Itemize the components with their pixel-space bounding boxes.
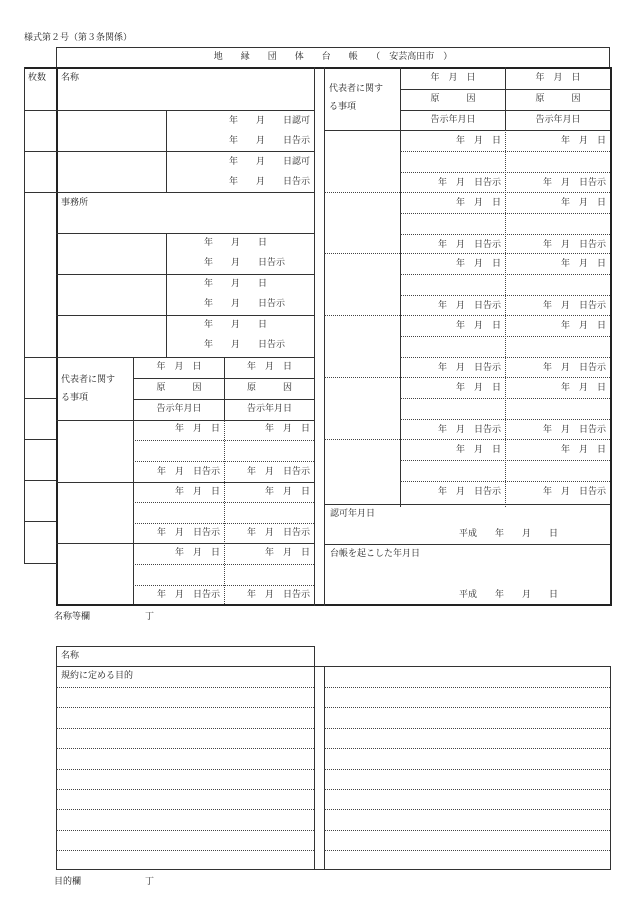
ledger-title: 地 縁 団 体 台 帳 （ 安芸高田市 ） — [213, 52, 453, 62]
count-row-line — [24, 151, 56, 152]
dotted-row — [133, 564, 314, 565]
block-divider — [324, 377, 610, 378]
count-row-line — [24, 480, 56, 481]
left-hdr-ymd-b: 年 月 日 — [246, 362, 292, 372]
row-line — [400, 110, 610, 111]
count-row-line — [24, 110, 56, 111]
rrep5-ymd-b: 年 月 日 — [560, 383, 606, 393]
left-hdr-cause-b: 原 因 — [246, 383, 292, 393]
dotted-row — [133, 585, 314, 586]
purpose-line — [324, 748, 610, 749]
right-hdr-ymd-b: 年 月 日 — [535, 73, 581, 83]
purpose-line — [56, 809, 314, 810]
right-hdr-cause-b: 原 因 — [535, 94, 581, 104]
purpose-right — [610, 666, 611, 870]
col-line — [400, 67, 401, 507]
purpose-line — [56, 728, 314, 729]
purpose-line — [56, 769, 314, 770]
purpose-line — [324, 687, 610, 688]
rrep3-ymd-a: 年 月 日 — [455, 259, 501, 269]
rrep6-notice-b: 年 月 日告示 — [542, 487, 606, 497]
title-top-border — [56, 47, 610, 48]
lrep1-ymd-a: 年 月 日 — [174, 424, 220, 434]
rrep6-ymd-b: 年 月 日 — [560, 445, 606, 455]
rrep1-ymd-a: 年 月 日 — [455, 136, 501, 146]
rrep1-notice-b: 年 月 日告示 — [542, 178, 606, 188]
dotted-row — [400, 481, 610, 482]
dotted-col — [224, 420, 225, 604]
addr-date-2: 年 月 日 — [204, 279, 268, 289]
purpose-name-label: 名称 — [61, 651, 80, 661]
name-section-label: 名称等欄 — [54, 612, 91, 622]
dotted-row — [133, 502, 314, 503]
row-line — [400, 89, 610, 90]
purpose-line — [56, 687, 314, 688]
form-number: 様式第２号（第３条関係） — [24, 33, 133, 43]
purpose-label: 規約に定める目的 — [61, 671, 134, 681]
row-line — [133, 399, 314, 400]
rrep2-notice-a: 年 月 日告示 — [437, 240, 501, 250]
rep-label-left-2: る事項 — [61, 393, 89, 403]
notice-date-1: 年 月 日告示 — [228, 136, 310, 146]
rrep5-notice-a: 年 月 日告示 — [437, 425, 501, 435]
purpose-line — [56, 789, 314, 790]
purpose-line — [56, 707, 314, 708]
purpose-line — [324, 789, 610, 790]
rrep1-ymd-b: 年 月 日 — [560, 136, 606, 146]
rrep3-ymd-b: 年 月 日 — [560, 259, 606, 269]
count-row-line — [24, 192, 56, 193]
row-line — [56, 274, 314, 275]
rrep4-notice-a: 年 月 日告示 — [437, 363, 501, 373]
rrep5-notice-b: 年 月 日告示 — [542, 425, 606, 435]
dotted-row — [400, 357, 610, 358]
dotted-row — [400, 172, 610, 173]
rrep3-notice-b: 年 月 日告示 — [542, 301, 606, 311]
purpose-line — [324, 707, 610, 708]
dotted-row — [133, 523, 314, 524]
row-line — [56, 110, 314, 111]
row-line — [56, 357, 314, 358]
dotted-row — [400, 460, 610, 461]
lrep2-notice-b: 年 月 日告示 — [246, 528, 310, 538]
rep-label-right-2: る事項 — [329, 102, 357, 112]
count-row-line — [24, 439, 56, 440]
count-label: 枚数 — [28, 73, 47, 83]
lrep2-notice-a: 年 月 日告示 — [156, 528, 220, 538]
dotted-row — [400, 213, 610, 214]
dotted-row — [400, 398, 610, 399]
rrep2-ymd-a: 年 月 日 — [455, 198, 501, 208]
count-row-line — [24, 357, 56, 358]
main-bottom-border — [56, 604, 612, 606]
dotted-row — [400, 151, 610, 152]
row-line — [324, 504, 610, 505]
row-line — [56, 151, 314, 152]
purpose-bottom — [56, 869, 611, 870]
row-line — [324, 130, 610, 131]
dotted-row — [133, 440, 314, 441]
purpose-line — [56, 830, 314, 831]
addr-notice-1: 年 月 日告示 — [204, 258, 286, 268]
rrep4-notice-b: 年 月 日告示 — [542, 363, 606, 373]
lrep3-ymd-b: 年 月 日 — [264, 548, 310, 558]
purpose-div-a — [314, 646, 315, 870]
count-col-left — [24, 67, 25, 564]
purpose-left — [56, 646, 57, 870]
rrep1-notice-a: 年 月 日告示 — [437, 178, 501, 188]
notice-date-2: 年 月 日告示 — [228, 177, 310, 187]
purpose-line — [324, 830, 610, 831]
col-line — [166, 233, 167, 357]
main-left-border — [56, 67, 58, 606]
addr-date-1: 年 月 日 — [204, 238, 268, 248]
dotted-row — [400, 419, 610, 420]
rrep2-notice-b: 年 月 日告示 — [542, 240, 606, 250]
row-line — [133, 378, 314, 379]
dotted-row — [400, 234, 610, 235]
lrep3-notice-b: 年 月 日告示 — [246, 590, 310, 600]
purpose-line — [324, 809, 610, 810]
approval-date-label: 認可年月日 — [330, 509, 376, 519]
block-divider — [324, 439, 610, 440]
right-hdr-cause-a: 原 因 — [430, 94, 476, 104]
right-hdr-notice-a: 告示年月日 — [430, 115, 476, 125]
col-line — [133, 357, 134, 604]
name-label: 名称 — [61, 73, 80, 83]
ledger-date-value: 平成 年 月 日 — [459, 590, 559, 600]
row-line — [56, 233, 314, 234]
purpose-top — [56, 646, 314, 647]
dotted-row — [133, 461, 314, 462]
count-row-line — [24, 563, 57, 564]
lrep3-ymd-a: 年 月 日 — [174, 548, 220, 558]
left-hdr-notice-b: 告示年月日 — [246, 404, 292, 414]
left-hdr-ymd-a: 年 月 日 — [156, 362, 202, 372]
center-divider-a — [314, 67, 315, 606]
dotted-row — [400, 336, 610, 337]
count-row-line — [24, 521, 56, 522]
row-line — [56, 482, 314, 483]
lrep2-ymd-a: 年 月 日 — [174, 487, 220, 497]
dotted-row — [400, 295, 610, 296]
lrep3-notice-a: 年 月 日告示 — [156, 590, 220, 600]
row-line — [56, 420, 314, 421]
row-line — [56, 315, 314, 316]
dotted-row — [400, 274, 610, 275]
lrep1-notice-b: 年 月 日告示 — [246, 467, 310, 477]
right-hdr-notice-b: 告示年月日 — [535, 115, 581, 125]
right-hdr-ymd-a: 年 月 日 — [430, 73, 476, 83]
rrep2-ymd-b: 年 月 日 — [560, 198, 606, 208]
rrep4-ymd-b: 年 月 日 — [560, 321, 606, 331]
block-divider — [324, 192, 610, 193]
ledger-date-label: 台帳を起こした年月日 — [330, 549, 421, 559]
purpose-row-line — [56, 666, 611, 667]
rrep6-ymd-a: 年 月 日 — [455, 445, 501, 455]
block-divider — [324, 253, 610, 254]
main-top-border — [24, 67, 612, 69]
addr-notice-3: 年 月 日告示 — [204, 340, 286, 350]
purpose-line — [324, 850, 610, 851]
name-section-unit: 丁 — [145, 612, 155, 622]
approval-date-value: 平成 年 月 日 — [459, 529, 559, 539]
purpose-section-label: 目的欄 — [54, 877, 82, 887]
purpose-line — [56, 748, 314, 749]
purpose-line — [324, 769, 610, 770]
office-label: 事務所 — [61, 198, 89, 208]
block-divider — [324, 315, 610, 316]
addr-notice-2: 年 月 日告示 — [204, 299, 286, 309]
rep-label-left: 代表者に関す — [61, 375, 116, 385]
count-row-line — [24, 398, 56, 399]
purpose-line — [56, 850, 314, 851]
left-hdr-cause-a: 原 因 — [156, 383, 202, 393]
rep-label-right: 代表者に関す — [329, 84, 384, 94]
row-line — [324, 544, 610, 545]
approve-date-1: 年 月 日認可 — [228, 116, 310, 126]
rrep3-notice-a: 年 月 日告示 — [437, 301, 501, 311]
purpose-line — [324, 728, 610, 729]
purpose-section-unit: 丁 — [145, 877, 155, 887]
rrep6-notice-a: 年 月 日告示 — [437, 487, 501, 497]
row-line — [56, 192, 314, 193]
row-line — [56, 543, 314, 544]
rrep4-ymd-a: 年 月 日 — [455, 321, 501, 331]
lrep2-ymd-b: 年 月 日 — [264, 487, 310, 497]
lrep1-ymd-b: 年 月 日 — [264, 424, 310, 434]
left-hdr-notice-a: 告示年月日 — [156, 404, 202, 414]
rrep5-ymd-a: 年 月 日 — [455, 383, 501, 393]
main-right-border — [610, 67, 612, 606]
center-divider-b — [324, 67, 325, 606]
addr-date-3: 年 月 日 — [204, 320, 268, 330]
approve-date-2: 年 月 日認可 — [228, 157, 310, 167]
lrep1-notice-a: 年 月 日告示 — [156, 467, 220, 477]
